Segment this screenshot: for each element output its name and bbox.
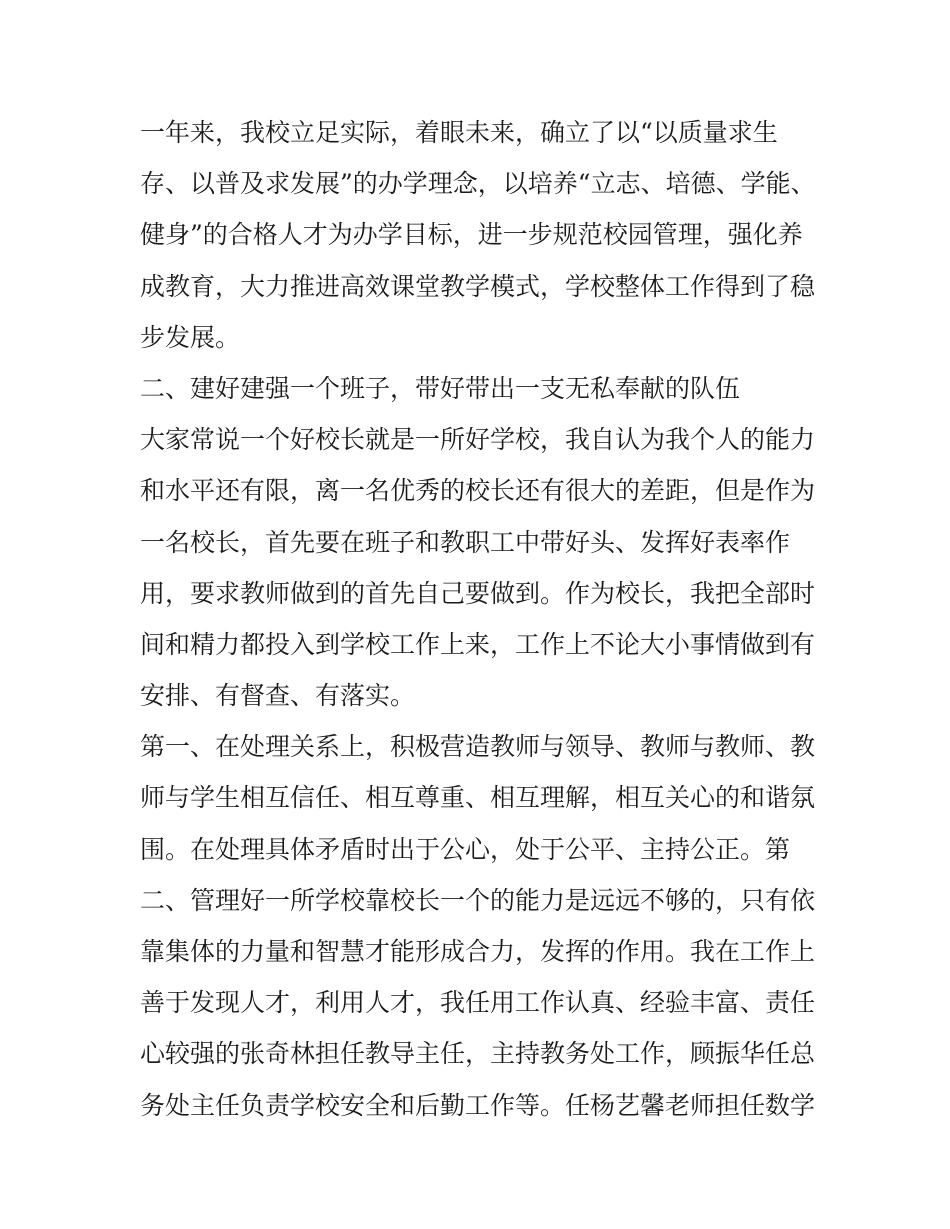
text-line: 靠集体的力量和智慧才能形成合力，发挥的作用。我在工作上 [140,937,816,966]
text-line: 用，要求教师做到的首先自己要做到。作为校长，我把全部时 [140,578,816,608]
text-line: 间和精力都投入到学校工作上来，工作上不论大小事情做到有 [140,629,816,659]
text-line: 和水平还有限，离一名优秀的校长还有很大的差距，但是作为 [140,476,816,506]
text-line: 步发展。 [140,322,241,352]
text-line: 二、管理好一所学校靠校长一个的能力是远远不够的，只有依 [140,885,816,915]
text-line: 善于发现人才，利用人才，我任用工作认真、经验丰富、责任 [140,988,816,1018]
text-line: 第一、在处理关系上，积极营造教师与领导、教师与教师、教 [140,732,816,762]
text-line: 大家常说一个好校长就是一所好学校，我自认为我个人的能力 [140,425,816,455]
text-line: 一名校长，首先要在班子和教职工中带好头、发挥好表率作 [140,527,791,557]
section-heading: 二、建好建强一个班子，带好带出一支无私奉献的队伍 [140,373,741,403]
text-line: 成教育，大力推进高效课堂教学模式，学校整体工作得到了稳 [140,271,816,301]
text-line: 健身”的合格人才为办学目标，进一步规范校园管理，强化养 [140,220,803,250]
document-body [140,107,820,1131]
text-line: 一年来，我校立足实际，着眼未来，确立了以“以质量求生 [140,118,778,147]
text-line: 务处主任负责学校安全和后勤工作等。任杨艺馨老师担任数学 [140,1090,816,1120]
text-line: 存、以普及求发展”的办学理念，以培养“立志、培德、学能、 [140,169,816,199]
text-line: 心较强的张奇林担任教导主任，主持教务处工作，顾振华任总 [140,1039,816,1069]
text-line: 师与学生相互信任、相互尊重、相互理解，相互关心的和谐氛 [140,783,816,813]
text-line: 围。在处理具体矛盾时出于公心，处于公平、主持公正。第 [140,834,791,864]
text-line: 安排、有督查、有落实。 [140,681,416,711]
